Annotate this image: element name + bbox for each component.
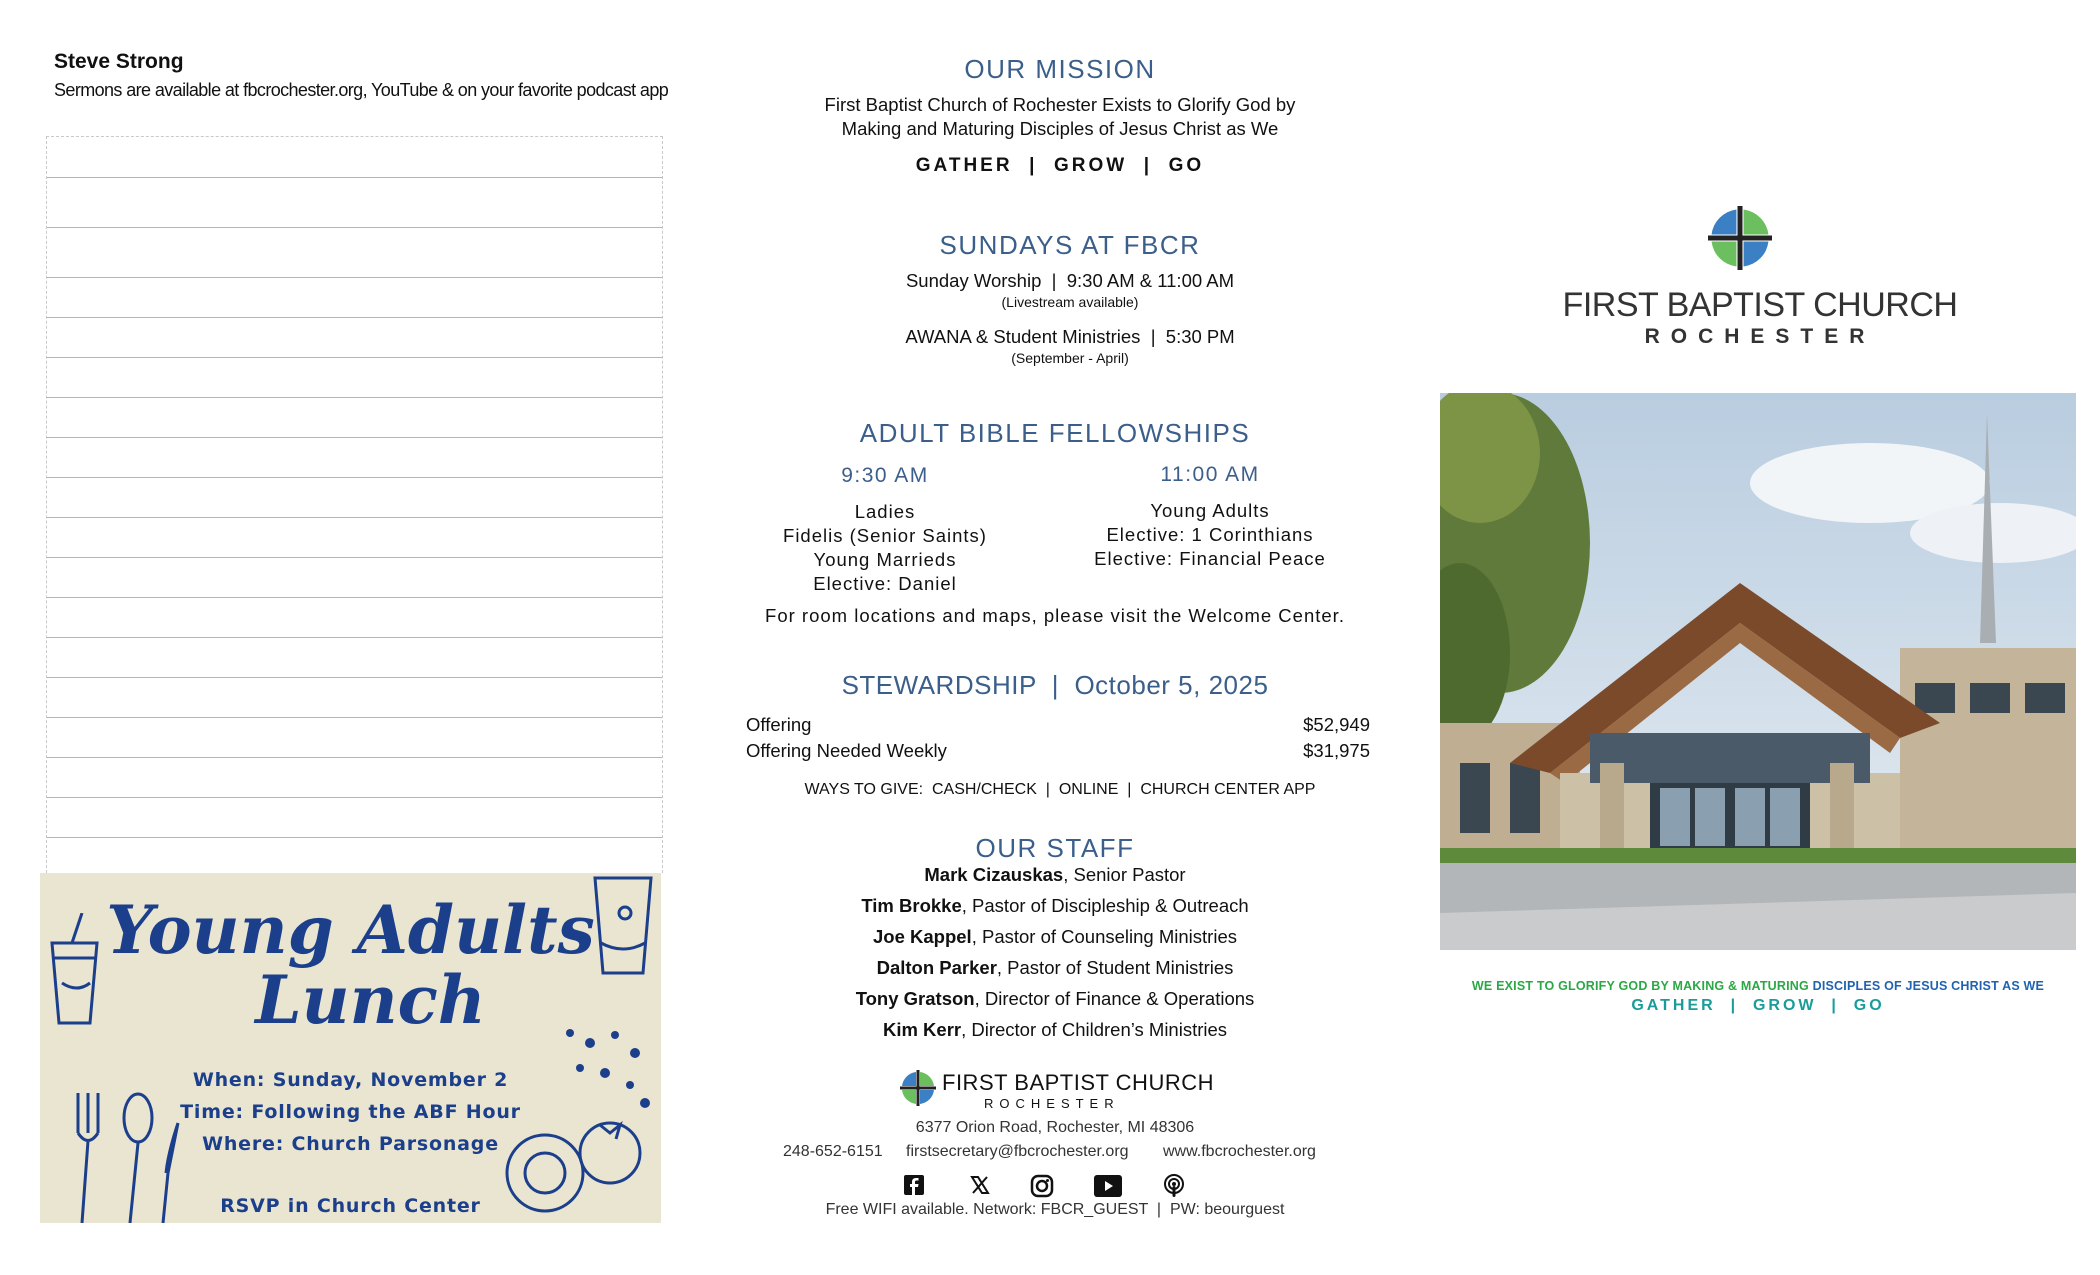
flyer-when: When: Sunday, November 2 <box>192 1069 509 1091</box>
abf-1100-item: Elective: Financial Peace <box>1094 548 1326 569</box>
welcome-center-note: For room locations and maps, please visit the Welcome Center. <box>765 605 1345 626</box>
mission-line2: Making and Maturing Disciples of Jesus Christ as We <box>841 118 1279 139</box>
abf-heading: ADULT BIBLE FELLOWSHIPS <box>859 418 1251 448</box>
wifi-info: Free WIFI available. Network: FBCR_GUEST | PW: beourguest <box>825 1201 1285 1218</box>
footer-logo-sub: ROCHESTER <box>984 1096 1120 1111</box>
church-building-photo <box>1440 393 2076 950</box>
speaker-name: Steve Strong <box>54 50 184 73</box>
abf-930-list <box>740 500 1030 596</box>
mission-heading: OUR MISSION <box>964 54 1156 84</box>
cross-logo-icon <box>900 1070 936 1106</box>
staff-member: Kim Kerr, Director of Children’s Ministries <box>882 1019 1228 1040</box>
sermons-note: Sermons are available at fbcrochester.org, YouTube & on your favorite podcast app <box>54 80 669 100</box>
stewardship-heading: STEWARDSHIP | October 5, 2025 <box>841 670 1269 700</box>
footer-logo-name: FIRST BAPTIST CHURCH <box>942 1070 1214 1095</box>
staff-member: Mark Cizauskas, Senior Pastor <box>924 864 1186 885</box>
email-link[interactable]: firstsecretary@fbcrochester.org <box>906 1143 1129 1160</box>
abf-930-item: Young Marrieds <box>813 549 957 570</box>
staff-member: Tony Gratson, Director of Finance & Operations <box>855 988 1255 1009</box>
cover-tagline-line1: WE EXIST TO GLORIFY GOD BY MAKING & MATURING DISCIPLES OF JESUS CHRIST AS WE <box>1471 979 2045 993</box>
flyer-time: Time: Following the ABF Hour <box>180 1101 521 1123</box>
awana-line: AWANA & Student Ministries | 5:30 PM <box>905 326 1235 347</box>
cover-tagline-motto: GATHER | GROW | GO <box>1631 997 1885 1014</box>
ways-to-give: WAYS TO GIVE: CASH/CHECK | ONLINE | CHURCH CENTER APP <box>804 781 1316 798</box>
offering-needed-label: Offering Needed Weekly <box>746 740 947 761</box>
instagram-icon[interactable] <box>1030 1174 1054 1198</box>
flyer-where: Where: Church Parsonage <box>202 1133 499 1155</box>
abf-1100-time: 11:00 AM <box>1160 463 1260 486</box>
staff-list <box>705 859 1405 1045</box>
flyer-title-line1: Young Adults <box>106 891 595 969</box>
social-icons <box>900 1172 1200 1202</box>
abf-1100-list <box>1060 499 1360 571</box>
livestream-note: (Livestream available) <box>1001 294 1139 310</box>
abf-1100-item: Elective: 1 Corinthians <box>1106 524 1314 545</box>
staff-member: Tim Brokke, Pastor of Discipleship & Outreach <box>861 895 1249 916</box>
notes-lines <box>46 136 663 873</box>
flyer-title-line2: Lunch <box>255 961 486 1039</box>
website-link[interactable]: www.fbcrochester.org <box>1163 1143 1316 1160</box>
young-adults-flyer <box>40 873 661 1223</box>
flyer-rsvp: RSVP in Church Center <box>220 1195 481 1217</box>
offering-needed-value: $31,975 <box>1303 740 1370 761</box>
awana-note: (September - April) <box>1011 350 1129 366</box>
offering-label: Offering <box>746 714 812 735</box>
podcast-icon[interactable] <box>1162 1174 1186 1198</box>
staff-heading: OUR STAFF <box>975 833 1135 863</box>
phone: 248-652-6151 <box>783 1143 883 1160</box>
abf-930-item: Elective: Daniel <box>813 573 957 594</box>
youtube-icon[interactable] <box>1094 1173 1122 1199</box>
sundays-heading: SUNDAYS AT FBCR <box>939 230 1201 260</box>
offering-value: $52,949 <box>1303 714 1370 735</box>
abf-930-time: 9:30 AM <box>841 464 929 487</box>
facebook-icon[interactable] <box>904 1175 924 1195</box>
x-icon[interactable] <box>970 1175 990 1195</box>
abf-930-item: Ladies <box>854 501 916 522</box>
cover-logo-sub: ROCHESTER <box>1644 325 1876 348</box>
address: 6377 Orion Road, Rochester, MI 48306 <box>915 1119 1195 1136</box>
cover-logo <box>1560 200 1960 360</box>
mission-line1: First Baptist Church of Rochester Exists to Glorify God by <box>824 94 1296 115</box>
staff-member: Joe Kappel, Pastor of Counseling Ministries <box>873 926 1237 947</box>
abf-1100-item: Young Adults <box>1150 500 1270 521</box>
sunday-worship: Sunday Worship | 9:30 AM & 11:00 AM <box>905 270 1235 291</box>
mission-motto: GATHER | GROW | GO <box>915 155 1205 176</box>
footer-logo <box>900 1068 1240 1118</box>
abf-930-item: Fidelis (Senior Saints) <box>783 525 987 546</box>
staff-member: Dalton Parker, Pastor of Student Ministries <box>876 957 1234 978</box>
cover-logo-name: FIRST BAPTIST CHURCH <box>1562 286 1958 324</box>
cross-logo-icon <box>1708 206 1772 270</box>
